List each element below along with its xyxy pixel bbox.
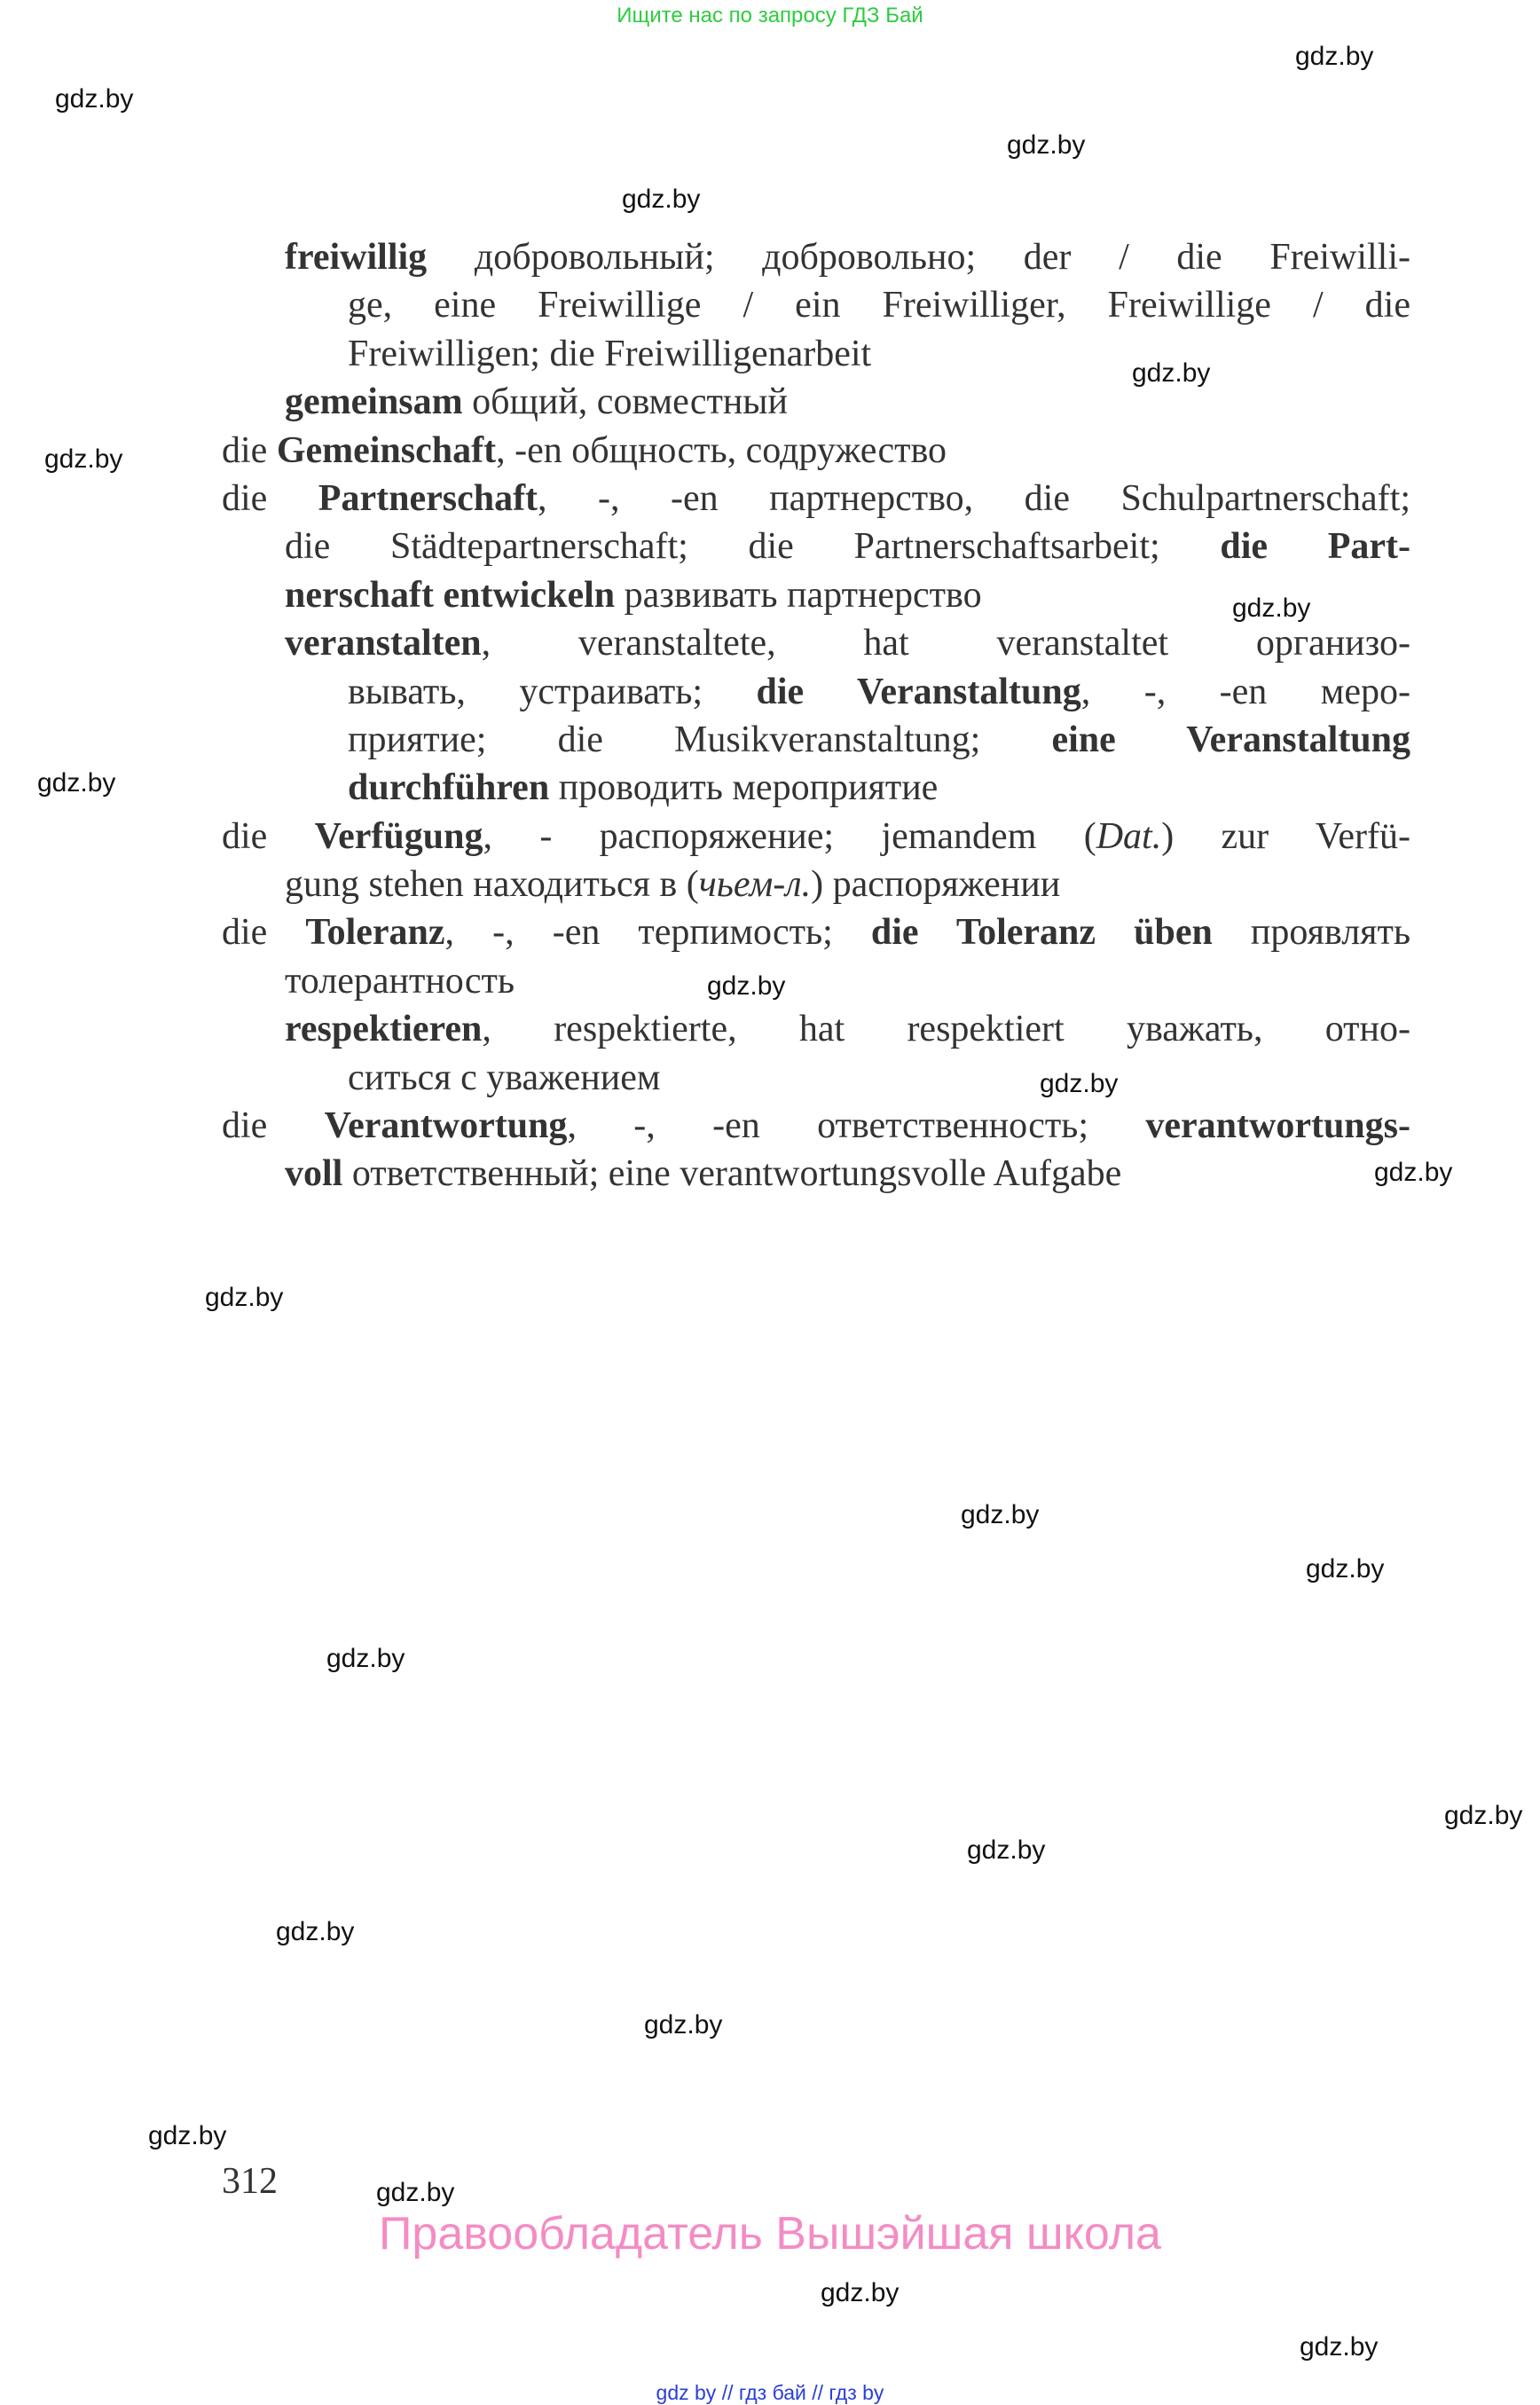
definition-text: толерантность xyxy=(285,960,515,1002)
headword: Verfügung xyxy=(314,815,483,857)
definition-text: die xyxy=(222,1105,325,1147)
watermark-text: gdz.by xyxy=(967,1835,1046,1865)
watermark-text: gdz.by xyxy=(644,2010,723,2040)
definition-text: проводить мероприятие xyxy=(549,767,939,809)
headword: die Part- xyxy=(1220,526,1410,568)
text-line xyxy=(348,716,1410,764)
watermark-text: gdz.by xyxy=(1040,1069,1119,1098)
watermark-text: gdz.by xyxy=(376,2178,455,2207)
definition-text: , -, -en терпимость; xyxy=(444,912,871,954)
watermark-text: gdz.by xyxy=(37,768,116,798)
text-line xyxy=(285,523,1410,570)
definition-text: gung stehen находиться в ( xyxy=(285,864,699,906)
text-line xyxy=(348,668,1410,716)
italic-note: чьем-л. xyxy=(698,864,812,906)
headword: durchführen xyxy=(348,767,550,809)
watermark-text: gdz.by xyxy=(326,1644,405,1673)
italic-note: Dat. xyxy=(1096,815,1162,857)
vocabulary-text xyxy=(222,233,1410,1199)
watermark-text: gdz.by xyxy=(1300,2332,1379,2362)
watermark-text: gdz.by xyxy=(55,84,134,114)
headword: die Veranstaltung xyxy=(756,671,1081,712)
headword: verantwortungs- xyxy=(1145,1105,1410,1147)
definition-text: , respektierte, hat respektiert уважать, отно- xyxy=(482,1009,1410,1050)
watermark-text: gdz.by xyxy=(1295,42,1374,71)
headword: nerschaft entwickeln xyxy=(285,574,616,616)
headword: Gemeinschaft xyxy=(276,429,497,471)
watermark-text: gdz.by xyxy=(148,2121,227,2150)
watermark-text: gdz.by xyxy=(1374,1158,1453,1187)
definition-text: , -, -en партнерство, die Schulpartnerschaft; xyxy=(538,477,1410,519)
text-line xyxy=(285,861,1410,908)
definition-text: , -, -en ответственность; xyxy=(567,1105,1146,1147)
text-line xyxy=(348,1054,1410,1102)
text-line xyxy=(285,619,1410,667)
watermark-text: gdz.by xyxy=(276,1917,355,1946)
text-line xyxy=(222,908,1410,956)
watermark-text: gdz.by xyxy=(1232,593,1311,623)
watermark-text: gdz.by xyxy=(1444,1801,1523,1830)
watermark-text: gdz.by xyxy=(1132,358,1211,388)
text-line xyxy=(222,427,1410,475)
text-line xyxy=(348,330,1410,378)
headword: Partnerschaft xyxy=(318,477,538,519)
text-line xyxy=(285,957,1410,1005)
watermark-text: gdz.by xyxy=(707,971,786,1001)
watermark-text: gdz.by xyxy=(821,2278,900,2307)
search-hint-banner: Ищите нас по запросу ГДЗ Бай xyxy=(617,4,923,28)
text-line xyxy=(285,233,1410,281)
page-number: 312 xyxy=(222,2161,278,2202)
definition-text: Freiwilligen; die Freiwilligenarbeit xyxy=(348,333,872,374)
headword: veranstalten xyxy=(285,623,482,664)
definition-text: вывать, устраивать; xyxy=(348,671,757,712)
watermark-text: gdz.by xyxy=(1306,1554,1385,1584)
text-line xyxy=(222,475,1410,523)
text-line xyxy=(285,1150,1410,1198)
definition-text: die Städtepartnerschaft; die Partnerschaftsarbeit; xyxy=(285,526,1221,568)
watermark-text: gdz.by xyxy=(961,1500,1040,1529)
definition-text: проявлять xyxy=(1212,912,1410,954)
definition-text: ge, eine Freiwillige / ein Freiwilliger, Freiwillige / die xyxy=(348,285,1410,326)
text-line xyxy=(348,281,1410,329)
definition-text: приятие; die Musikveranstaltung; xyxy=(348,719,1052,760)
definition-text: , -en общность, содружество xyxy=(496,429,947,471)
definition-text: ситься с уважением xyxy=(348,1057,661,1098)
headword: voll xyxy=(285,1153,343,1195)
definition-text: ответственный; eine verantwortungsvolle Aufgabe xyxy=(342,1153,1122,1195)
text-line xyxy=(348,764,1410,812)
definition-text: , -, -en меро- xyxy=(1080,671,1410,712)
text-line xyxy=(285,378,1410,426)
rights-holder-notice: Правообладатель Вышэйшая школа xyxy=(379,2208,1161,2260)
definition-text: die xyxy=(222,815,315,857)
definition-text: die xyxy=(222,429,277,471)
definition-text: die xyxy=(222,912,306,954)
headword: respektieren xyxy=(285,1009,483,1050)
definition-text: общий, совместный xyxy=(462,381,788,423)
headword: die Toleranz üben xyxy=(870,912,1213,954)
footer-links[interactable]: gdz by // гдз бай // гдз by xyxy=(656,2381,884,2404)
text-line xyxy=(285,571,1410,619)
definition-text: die xyxy=(222,477,318,519)
headword: eine Veranstaltung xyxy=(1051,719,1410,760)
text-line xyxy=(222,1102,1410,1150)
watermark-text: gdz.by xyxy=(622,185,701,214)
text-line xyxy=(222,813,1410,861)
headword: Verantwortung xyxy=(324,1105,568,1147)
definition-text: , - распоряжение; jemandem ( xyxy=(483,815,1096,857)
definition-text: , veranstaltete, hat veranstaltet организо- xyxy=(481,623,1410,664)
definition-text: развивать партнерство xyxy=(615,574,982,616)
watermark-text: gdz.by xyxy=(205,1283,284,1312)
definition-text: ) распоряжении xyxy=(811,864,1061,906)
text-line xyxy=(285,1005,1410,1053)
watermark-text: gdz.by xyxy=(1007,130,1086,160)
headword: gemeinsam xyxy=(285,381,463,423)
definition-text: ) zur Verfü- xyxy=(1161,815,1410,857)
definition-text: добровольный; добровольно; der / die Freiwilli- xyxy=(427,237,1410,278)
watermark-text: gdz.by xyxy=(44,444,123,474)
headword: Toleranz xyxy=(305,912,445,954)
headword: freiwillig xyxy=(285,237,428,278)
